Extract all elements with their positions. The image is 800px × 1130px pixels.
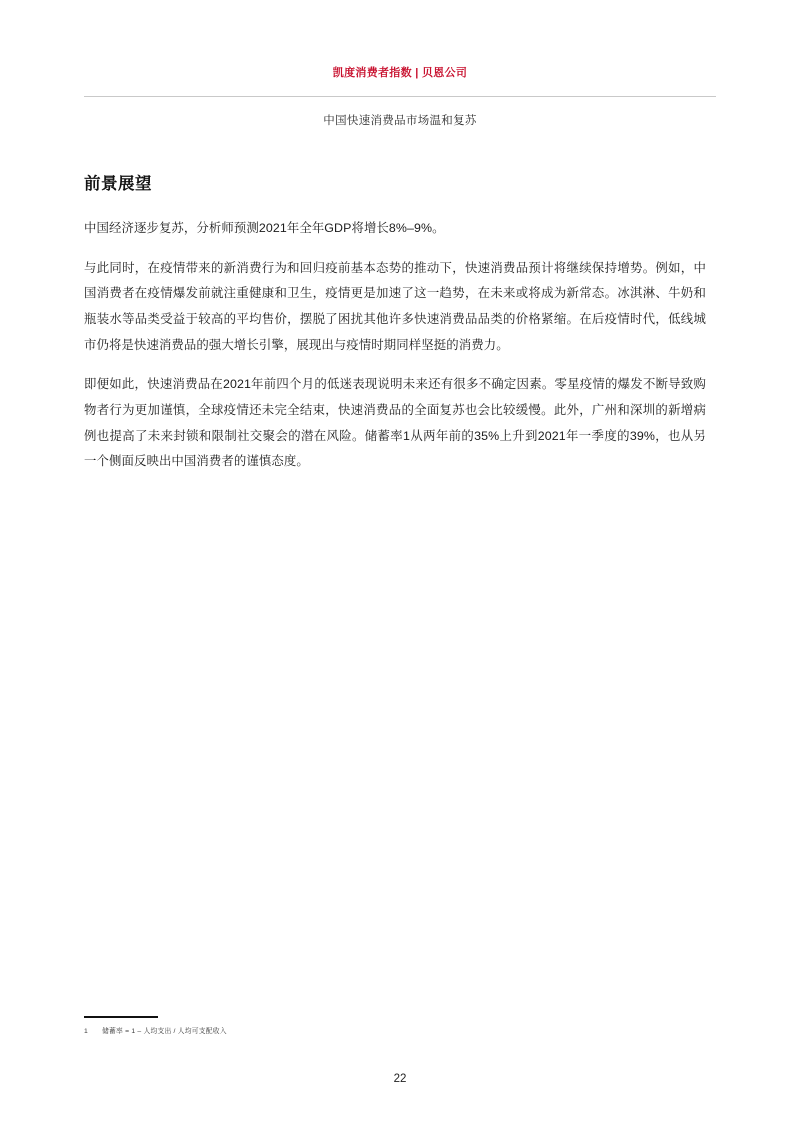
page-title: 前景展望: [84, 175, 152, 193]
header-subtitle: 中国快速消费品市场温和复苏: [323, 115, 477, 127]
body-paragraph-3: 即便如此，快速消费品在2021年前四个月的低迷表现说明未来还有很多不确定因素。零星疫情的爆发不断导致购物者行为更加谨慎，全球疫情还未完全结束，快速消费品的全面复苏也会比较缓慢。此外，广州和深圳的新增病例也提高了未来封锁和限制社交聚会的潜在风险。储蓄率1从两年前的35%上升到2021年一季度的39%，也从另一个侧面反映出中国消费者的谨慎态度。: [84, 377, 706, 469]
header-divider: [84, 96, 716, 97]
page-number: 22: [393, 1073, 407, 1085]
body-paragraph-1: 中国经济逐步复苏，分析师预测2021年全年GDP将增长8%–9%。: [84, 221, 445, 235]
body-paragraph-2: 与此同时，在疫情带来的新消费行为和回归疫前基本态势的推动下，快速消费品预计将继续保持增势。例如，中国消费者在疫情爆发前就注重健康和卫生，疫情更是加速了这一趋势，在未来或将成为新常态。冰淇淋、牛奶和瓶装水等品类受益于较高的平均售价，摆脱了困扰其他许多快速消费品品类的价格紧缩。在后疫情时代，低线城市仍将是快速消费品的强大增长引擎，展现出与疫情时期同样坚挺的消费力。: [84, 260, 706, 352]
header-brand: 凯度消费者指数 | 贝恩公司: [332, 67, 468, 79]
page-content: [84, 170, 706, 489]
footnote-text: 储蓄率 = 1 – 人均支出 / 人均可支配收入: [102, 1028, 227, 1035]
footnote-marker: 1: [84, 1028, 88, 1035]
footnote-divider: [84, 1016, 158, 1018]
footnote: [84, 1025, 644, 1035]
